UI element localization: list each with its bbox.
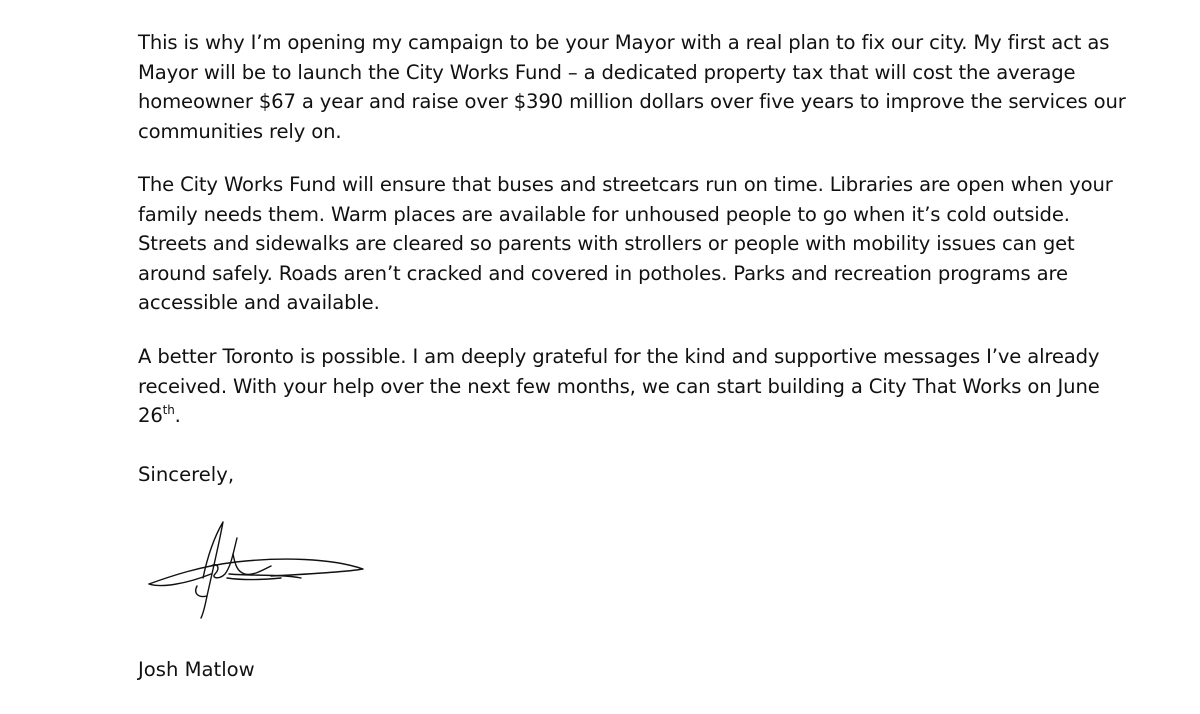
paragraph-better-toronto	[138, 342, 1138, 431]
signature-icon	[141, 514, 371, 626]
date-ordinal-suffix: th	[162, 403, 175, 417]
signer-name: Josh Matlow	[138, 658, 255, 681]
closing-salutation: Sincerely,	[138, 463, 235, 486]
paragraph-campaign-plan: This is why I’m opening my campaign to be your Mayor with a real plan to fix our city. My first act as Mayor will be to launch the City Works Fund – a dedicated property tax that will cost the average homeowner $67 a year and raise over $390 million dollars over five years to improve the services our communities rely on.	[138, 31, 1126, 143]
paragraph-city-works-fund: The City Works Fund will ensure that buses and streetcars run on time. Libraries are open when your family needs them. Warm places are available for unhoused people to go when it’s cold outside. Streets and sidewalks are cleared so parents with strollers or people with mobility issues can get around safely. Roads aren’t cracked and covered in potholes. Parks and recreation programs are accessible and available.	[138, 173, 1113, 314]
handwritten-signature	[141, 514, 371, 626]
paragraph-better-toronto-text: A better Toronto is possible. I am deeply grateful for the kind and supportive messages I’ve already received. With your help over the next few months, we can start building a City That Works on June 26	[138, 345, 1100, 427]
paragraph-end-period: .	[174, 404, 181, 427]
